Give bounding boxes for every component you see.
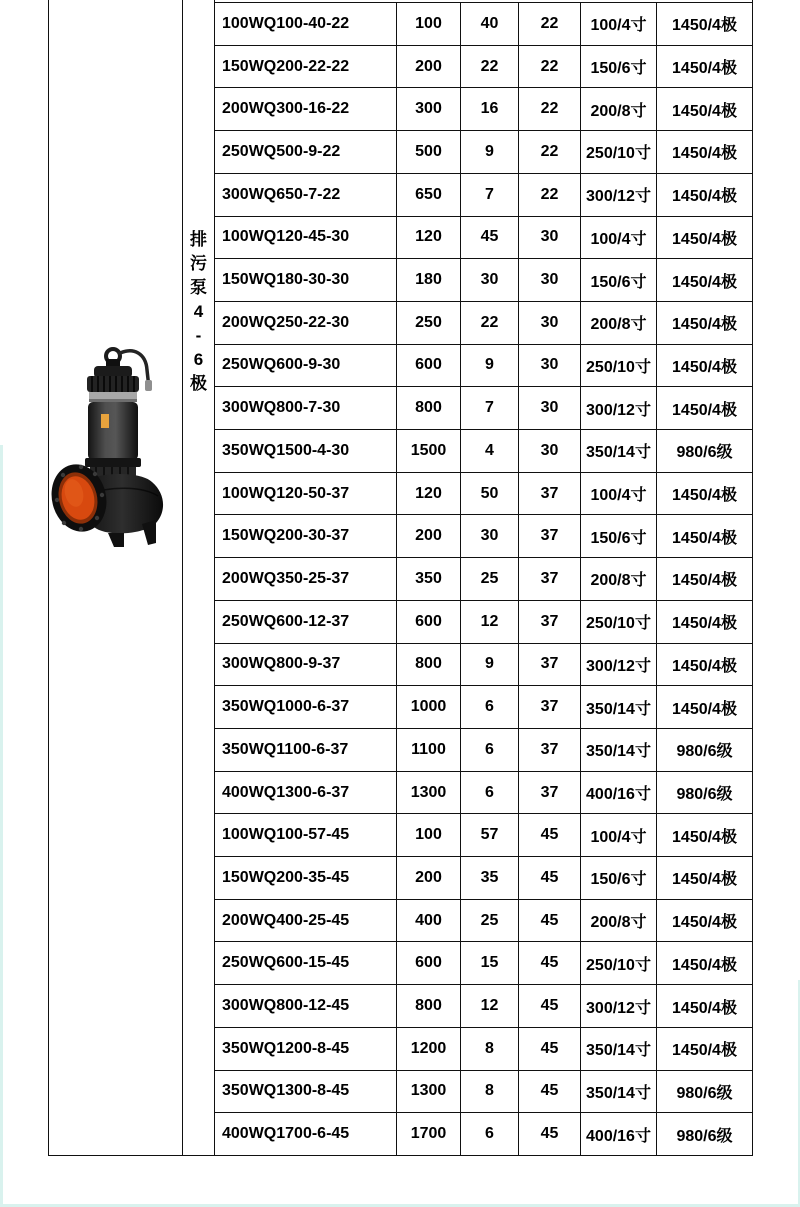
outlet-cell: 300/12寸	[581, 644, 657, 686]
power-cell: 45	[519, 985, 581, 1027]
model-cell: 200WQ350-25-37	[215, 558, 397, 600]
page-edge-left	[0, 445, 3, 1207]
outlet-cell: 100/4寸	[581, 217, 657, 259]
power-cell: 22	[519, 174, 581, 216]
category-label-cell	[183, 0, 215, 1155]
flow-cell: 100	[397, 814, 461, 856]
speed-cell: 1450/4极	[672, 1042, 737, 1060]
outlet-cell: 300/12寸	[581, 174, 657, 216]
outlet-cell: 200/8寸	[581, 900, 657, 942]
head-cell: 30	[461, 259, 519, 301]
speed-cell: 1450/4极	[672, 529, 737, 547]
table-row	[215, 686, 752, 729]
table-row	[215, 174, 752, 217]
model-cell: 300WQ800-12-45	[215, 985, 397, 1027]
model-cell: 400WQ1300-6-37	[215, 772, 397, 814]
outlet-cell: 200/8寸	[581, 88, 657, 130]
speed-cell: 1450/4极	[672, 615, 737, 633]
head-cell: 45	[461, 217, 519, 259]
model-cell: 200WQ400-25-45	[215, 900, 397, 942]
power-cell: 22	[519, 46, 581, 88]
model-cell: 200WQ300-16-22	[215, 88, 397, 130]
speed-cell: 1450/4极	[672, 914, 737, 932]
head-cell: 12	[461, 601, 519, 643]
table-row	[215, 131, 752, 174]
model-cell: 100WQ120-50-37	[215, 473, 397, 515]
table-row	[215, 302, 752, 345]
table-row	[215, 473, 752, 516]
speed-cell: 1450/4极	[672, 145, 737, 163]
table-row	[215, 1071, 752, 1114]
speed-cell: 980/6级	[676, 786, 733, 803]
power-cell: 45	[519, 900, 581, 942]
speed-cell: 980/6级	[676, 1127, 733, 1145]
power-cell: 37	[519, 601, 581, 643]
table-row	[215, 814, 752, 857]
table-row	[215, 46, 752, 89]
power-cell: 37	[519, 515, 581, 557]
speed-cell: 1450/4极	[672, 401, 737, 419]
table-row	[215, 3, 752, 46]
outlet-cell: 350/14寸	[581, 729, 657, 771]
table-row	[215, 430, 752, 473]
table-row	[215, 729, 752, 772]
model-cell: 350WQ1100-6-37	[215, 729, 397, 771]
outlet-cell: 400/16寸	[581, 772, 657, 814]
category-label-char: -	[195, 326, 202, 345]
model-cell: 300WQ800-9-37	[215, 644, 397, 686]
power-cell: 45	[519, 814, 581, 856]
table-row	[215, 217, 752, 260]
flow-cell: 1000	[397, 686, 461, 728]
speed-cell: 980/6级	[676, 1084, 733, 1102]
speed-cell: 980/6级	[676, 444, 733, 462]
product-image-cell	[49, 0, 183, 1155]
model-cell: 150WQ200-22-22	[215, 46, 397, 88]
flow-cell: 200	[397, 857, 461, 899]
table-row	[215, 259, 752, 302]
head-cell: 15	[461, 942, 519, 984]
speed-cell: 1450/4极	[672, 17, 737, 35]
flow-cell: 500	[397, 131, 461, 173]
outlet-cell: 300/12寸	[581, 387, 657, 429]
spec-table-body	[215, 2, 752, 1156]
model-cell: 150WQ200-35-45	[215, 857, 397, 899]
head-cell: 8	[461, 1028, 519, 1070]
power-cell: 45	[519, 1028, 581, 1070]
outlet-cell: 150/6寸	[581, 46, 657, 88]
outlet-cell: 350/14寸	[581, 1028, 657, 1070]
outlet-cell: 350/14寸	[581, 430, 657, 472]
flow-cell: 1200	[397, 1028, 461, 1070]
outlet-cell: 250/10寸	[581, 942, 657, 984]
flow-cell: 600	[397, 942, 461, 984]
table-row	[215, 558, 752, 601]
table-row	[215, 644, 752, 687]
head-cell: 30	[461, 515, 519, 557]
speed-cell: 1450/4极	[672, 358, 737, 376]
power-cell: 37	[519, 644, 581, 686]
flow-cell: 800	[397, 644, 461, 686]
power-cell: 37	[519, 729, 581, 771]
head-cell: 7	[461, 174, 519, 216]
outlet-cell: 150/6寸	[581, 515, 657, 557]
model-cell: 250WQ600-15-45	[215, 942, 397, 984]
model-cell: 100WQ120-45-30	[215, 217, 397, 259]
power-cell: 30	[519, 345, 581, 387]
model-cell: 250WQ600-9-30	[215, 345, 397, 387]
flow-cell: 650	[397, 174, 461, 216]
speed-cell: 1450/4极	[672, 999, 737, 1017]
flow-cell: 400	[397, 900, 461, 942]
outlet-cell: 350/14寸	[581, 1071, 657, 1113]
table-row	[215, 345, 752, 388]
power-cell: 22	[519, 3, 581, 45]
outlet-cell: 100/4寸	[581, 814, 657, 856]
sewage-pump-image	[50, 344, 176, 556]
head-cell: 8	[461, 1071, 519, 1113]
power-cell: 37	[519, 558, 581, 600]
outlet-cell: 100/4寸	[581, 3, 657, 45]
head-cell: 4	[461, 430, 519, 472]
power-cell: 22	[519, 88, 581, 130]
model-cell: 350WQ1000-6-37	[215, 686, 397, 728]
head-cell: 9	[461, 345, 519, 387]
power-cell: 45	[519, 1071, 581, 1113]
speed-cell: 1450/4极	[672, 871, 737, 889]
head-cell: 22	[461, 46, 519, 88]
power-cell: 37	[519, 686, 581, 728]
category-label-char: 极	[190, 374, 207, 393]
speed-cell: 1450/4极	[672, 657, 737, 675]
table-row	[215, 1113, 752, 1156]
outlet-cell: 350/14寸	[581, 686, 657, 728]
pump-spec-table	[48, 0, 753, 1156]
table-row	[215, 942, 752, 985]
speed-cell: 1450/4极	[672, 828, 737, 846]
outlet-cell: 150/6寸	[581, 259, 657, 301]
table-row	[215, 88, 752, 131]
table-row	[215, 387, 752, 430]
head-cell: 6	[461, 772, 519, 814]
flow-cell: 300	[397, 88, 461, 130]
speed-cell: 1450/4极	[672, 316, 737, 334]
model-cell: 150WQ200-30-37	[215, 515, 397, 557]
speed-cell: 1450/4极	[672, 572, 737, 590]
model-cell: 150WQ180-30-30	[215, 259, 397, 301]
category-label-char: 6	[193, 350, 204, 369]
head-cell: 16	[461, 88, 519, 130]
speed-cell: 1450/4极	[672, 956, 737, 974]
table-row	[215, 601, 752, 644]
head-cell: 22	[461, 302, 519, 344]
speed-cell: 1450/4极	[672, 230, 737, 248]
outlet-cell: 300/12寸	[581, 985, 657, 1027]
head-cell: 57	[461, 814, 519, 856]
model-cell: 250WQ600-12-37	[215, 601, 397, 643]
flow-cell: 250	[397, 302, 461, 344]
flow-cell: 350	[397, 558, 461, 600]
table-row	[215, 857, 752, 900]
category-label-char: 4	[193, 302, 204, 321]
speed-cell: 980/6级	[676, 743, 733, 761]
speed-cell: 1450/4极	[672, 60, 737, 78]
model-cell: 200WQ250-22-30	[215, 302, 397, 344]
flow-cell: 120	[397, 217, 461, 259]
table-row	[215, 985, 752, 1028]
power-cell: 30	[519, 259, 581, 301]
head-cell: 50	[461, 473, 519, 515]
head-cell: 40	[461, 3, 519, 45]
outlet-cell: 100/4寸	[581, 473, 657, 515]
flow-cell: 100	[397, 3, 461, 45]
power-cell: 30	[519, 430, 581, 472]
power-cell: 45	[519, 857, 581, 899]
flow-cell: 200	[397, 46, 461, 88]
power-cell: 30	[519, 387, 581, 429]
power-cell: 30	[519, 217, 581, 259]
table-row	[215, 772, 752, 815]
outlet-cell: 250/10寸	[581, 131, 657, 173]
flow-cell: 180	[397, 259, 461, 301]
power-cell: 45	[519, 942, 581, 984]
category-label-char: 排	[190, 230, 207, 249]
head-cell: 9	[461, 644, 519, 686]
category-label	[183, 228, 214, 396]
outlet-cell: 250/10寸	[581, 601, 657, 643]
outlet-cell: 150/6寸	[581, 857, 657, 899]
pump-name-plate	[101, 414, 109, 428]
head-cell: 35	[461, 857, 519, 899]
head-cell: 12	[461, 985, 519, 1027]
speed-cell: 1450/4极	[672, 487, 737, 505]
model-cell: 100WQ100-57-45	[215, 814, 397, 856]
flow-cell: 1700	[397, 1113, 461, 1155]
power-cell: 45	[519, 1113, 581, 1155]
head-cell: 6	[461, 729, 519, 771]
flow-cell: 800	[397, 985, 461, 1027]
model-cell: 400WQ1700-6-45	[215, 1113, 397, 1155]
power-cell: 22	[519, 131, 581, 173]
flow-cell: 1100	[397, 729, 461, 771]
model-cell: 350WQ1300-8-45	[215, 1071, 397, 1113]
head-cell: 7	[461, 387, 519, 429]
outlet-cell: 200/8寸	[581, 558, 657, 600]
speed-cell: 1450/4极	[672, 273, 737, 291]
model-cell: 250WQ500-9-22	[215, 131, 397, 173]
flow-cell: 1300	[397, 772, 461, 814]
outlet-cell: 400/16寸	[581, 1113, 657, 1155]
speed-cell: 1450/4极	[672, 700, 737, 718]
model-cell: 350WQ1500-4-30	[215, 430, 397, 472]
model-cell: 350WQ1200-8-45	[215, 1028, 397, 1070]
table-row	[215, 1028, 752, 1071]
flow-cell: 800	[397, 387, 461, 429]
speed-cell: 1450/4极	[672, 188, 737, 206]
model-cell: 300WQ800-7-30	[215, 387, 397, 429]
power-cell: 37	[519, 473, 581, 515]
outlet-cell: 200/8寸	[581, 302, 657, 344]
power-cell: 37	[519, 772, 581, 814]
head-cell: 25	[461, 558, 519, 600]
head-cell: 9	[461, 131, 519, 173]
flow-cell: 120	[397, 473, 461, 515]
table-row	[215, 900, 752, 943]
power-cell: 30	[519, 302, 581, 344]
head-cell: 6	[461, 1113, 519, 1155]
outlet-cell: 250/10寸	[581, 345, 657, 387]
model-cell: 300WQ650-7-22	[215, 174, 397, 216]
flow-cell: 200	[397, 515, 461, 557]
head-cell: 25	[461, 900, 519, 942]
model-cell: 100WQ100-40-22	[215, 3, 397, 45]
flow-cell: 1500	[397, 430, 461, 472]
speed-cell: 1450/4极	[672, 102, 737, 120]
category-label-char: 污	[190, 254, 207, 273]
head-cell: 6	[461, 686, 519, 728]
flow-cell: 600	[397, 345, 461, 387]
category-label-char: 泵	[190, 278, 207, 297]
flow-cell: 1300	[397, 1071, 461, 1113]
table-row	[215, 515, 752, 558]
flow-cell: 600	[397, 601, 461, 643]
